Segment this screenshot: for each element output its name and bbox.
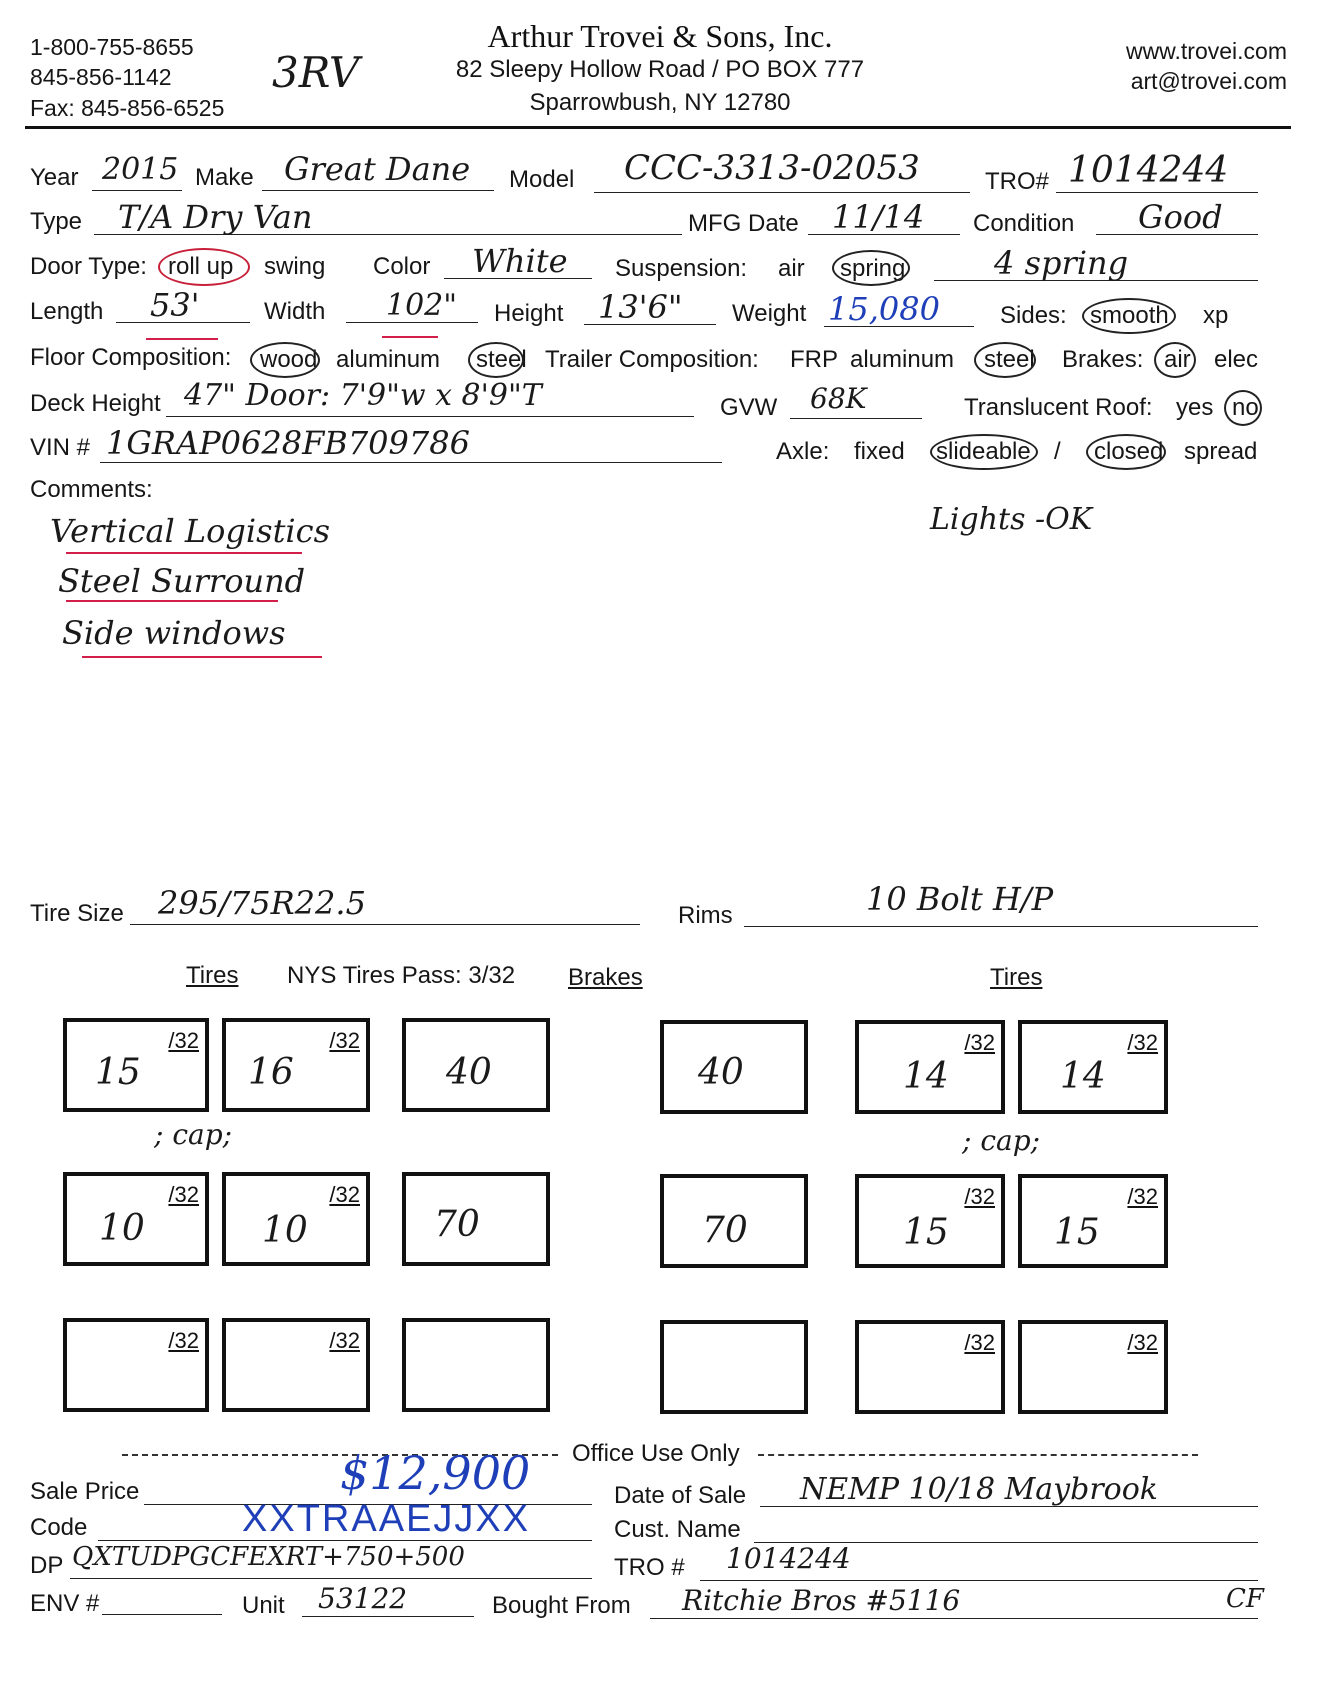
tro-office-label: TRO # [614, 1554, 685, 1581]
deck-height-value: 47" Door: 7'9"w x 8'9"T [184, 378, 542, 413]
tire-box[interactable] [855, 1020, 1005, 1114]
roof-no-option: no [1232, 394, 1259, 421]
tire-fraction: /32 [329, 1182, 360, 1207]
length-value: 53' [150, 286, 200, 324]
tire-size-value: 295/75R22.5 [158, 884, 366, 922]
roof-no-circle [1224, 390, 1262, 426]
comment-3: Side windows [62, 614, 286, 652]
brake-box[interactable] [660, 1020, 808, 1114]
website: www.trovei.com [1125, 38, 1287, 64]
make-line [262, 190, 494, 191]
comment-3-underline [82, 656, 322, 658]
floor-aluminum-option: aluminum [336, 346, 441, 373]
tire-box[interactable] [1018, 1320, 1168, 1414]
axle-label: Axle: [776, 438, 830, 465]
model-line [594, 192, 970, 193]
axle-closed-circle [1086, 434, 1166, 470]
tire-fraction: /32 [168, 1028, 199, 1053]
header-divider [25, 126, 1291, 129]
tire-box[interactable] [1018, 1174, 1168, 1268]
env-label: ENV # [30, 1590, 100, 1617]
vin-label: VIN # [30, 434, 91, 461]
suspension-note: 4 spring [994, 244, 1129, 282]
condition-value: Good [1138, 198, 1223, 236]
comment-right: Lights -OK [930, 502, 1093, 537]
phone-1: 1-800-755-8655 [30, 34, 194, 60]
sale-price-label: Sale Price [30, 1478, 140, 1505]
length-label: Length [30, 298, 104, 325]
brake-value: 70 [702, 1210, 748, 1251]
tires-right-header: Tires [990, 964, 1043, 991]
tire-box[interactable] [855, 1174, 1005, 1268]
condition-label: Condition [973, 210, 1075, 237]
door-roll-up-option: roll up [168, 253, 234, 280]
gvw-value: 68K [810, 382, 867, 415]
brakes-header: Brakes [568, 964, 643, 991]
tire-tread-value: 10 [262, 1210, 308, 1251]
comment-2-underline [66, 600, 278, 602]
tro-office-value: 1014244 [726, 1542, 851, 1575]
tire-fraction: /32 [329, 1028, 360, 1053]
cap-note-left: ; cap; [154, 1118, 233, 1151]
translucent-roof-label: Translucent Roof: [964, 394, 1153, 421]
tro-value: 1014244 [1068, 150, 1229, 191]
nys-tires-pass: NYS Tires Pass: 3/32 [287, 962, 516, 989]
tire-box[interactable] [222, 1172, 370, 1266]
sides-label: Sides: [1000, 302, 1067, 329]
comment-1-underline [66, 552, 302, 554]
sale-price-value: $12,900 [340, 1446, 531, 1500]
office-use-only: Office Use Only [572, 1440, 740, 1467]
tire-box[interactable] [63, 1318, 209, 1412]
height-value: 13'6" [598, 288, 683, 326]
weight-label: Weight [732, 300, 807, 327]
code-value: XXTRAAEJJXX [242, 1498, 531, 1540]
length-red-underline [146, 338, 218, 340]
tire-fraction: /32 [964, 1330, 995, 1355]
tire-size-line [130, 924, 640, 925]
dp-line [70, 1578, 592, 1579]
tire-size-label: Tire Size [30, 900, 124, 927]
floor-steel-option: steel [476, 346, 527, 373]
floor-wood-circle [250, 342, 320, 378]
width-red-underline [382, 336, 438, 338]
email: art@trovei.com [1130, 68, 1287, 94]
year-value: 2015 [102, 152, 179, 187]
roof-yes-option: yes [1176, 394, 1214, 421]
width-value: 102" [386, 288, 458, 323]
tire-box[interactable] [63, 1018, 209, 1112]
sides-smooth-option: smooth [1090, 302, 1169, 329]
model-value: CCC-3313-02053 [624, 148, 920, 188]
bought-from-value: Ritchie Bros #5116 [682, 1584, 961, 1617]
trailer-aluminum-option: aluminum [850, 346, 955, 373]
env-line [102, 1614, 222, 1615]
door-type-label: Door Type: [30, 253, 147, 280]
brakes-air-option: air [1164, 346, 1191, 373]
gvw-line [790, 418, 922, 419]
tire-box[interactable] [222, 1318, 370, 1412]
rims-line [744, 926, 1258, 927]
floor-steel-circle [468, 342, 524, 378]
suspension-spring-option: spring [840, 255, 906, 282]
tro-line [1056, 192, 1258, 193]
brake-box[interactable] [402, 1018, 550, 1112]
axle-closed-option: closed [1094, 438, 1164, 465]
comments-label: Comments: [30, 476, 153, 503]
brake-box[interactable] [660, 1320, 808, 1414]
year-label: Year [30, 164, 79, 191]
brake-box[interactable] [660, 1174, 808, 1268]
year-line [92, 190, 182, 191]
bought-from-line [650, 1618, 1258, 1619]
tire-tread-value: 10 [99, 1208, 145, 1249]
tire-tread-value: 14 [1060, 1056, 1106, 1097]
trailer-steel-circle [974, 342, 1036, 378]
brakes-air-circle [1154, 342, 1196, 378]
tire-fraction: /32 [1127, 1030, 1158, 1055]
date-of-sale-label: Date of Sale [614, 1482, 747, 1509]
deck-height-label: Deck Height [30, 390, 161, 417]
tire-tread-value: 15 [903, 1212, 949, 1253]
suspension-label: Suspension: [615, 255, 748, 282]
tire-tread-value: 14 [903, 1056, 949, 1097]
dp-value: QXTUDPGCFEXRT+750+500 [72, 1542, 465, 1572]
trailer-composition-label: Trailer Composition: [545, 346, 759, 373]
unit-label: Unit [242, 1592, 285, 1619]
office-dash-right [758, 1454, 1198, 1456]
axle-slideable-option: slideable [936, 438, 1031, 465]
mfg-date-value: 11/14 [832, 198, 925, 236]
brake-box[interactable] [402, 1318, 550, 1412]
comment-1: Vertical Logistics [50, 512, 330, 550]
color-value: White [472, 242, 568, 280]
trailer-frp-option: FRP [790, 346, 838, 373]
vin-line [100, 462, 722, 463]
tire-box[interactable] [222, 1018, 370, 1112]
tire-tread-value: 15 [1054, 1212, 1100, 1253]
tire-box[interactable] [1018, 1020, 1168, 1114]
tires-left-header: Tires [186, 962, 239, 989]
company-address-1: 82 Sleepy Hollow Road / PO BOX 777 [455, 56, 865, 83]
brake-value: 40 [446, 1052, 492, 1093]
bought-from-label: Bought From [492, 1592, 631, 1619]
tire-fraction: /32 [168, 1328, 199, 1353]
brakes-label: Brakes: [1062, 346, 1144, 373]
type-value: T/A Dry Van [118, 198, 313, 236]
model-label: Model [509, 166, 575, 193]
comment-2: Steel Surround [58, 562, 306, 600]
height-label: Height [494, 300, 564, 327]
tire-tread-value: 16 [248, 1052, 294, 1093]
axle-slash: / [1054, 438, 1061, 465]
unit-value: 53122 [318, 1582, 408, 1615]
sides-xp-option: xp [1203, 302, 1229, 329]
dp-label: DP [30, 1552, 64, 1579]
mfg-date-label: MFG Date [688, 210, 799, 237]
brake-value: 40 [698, 1052, 744, 1093]
brake-value: 70 [434, 1204, 480, 1245]
company-address-2: Sparrowbush, NY 12780 [529, 89, 791, 116]
rims-value: 10 Bolt H/P [866, 880, 1054, 918]
tire-box[interactable] [855, 1320, 1005, 1414]
tire-box[interactable] [63, 1172, 209, 1266]
unit-line [302, 1616, 474, 1617]
type-label: Type [30, 208, 83, 235]
sides-smooth-circle [1082, 298, 1176, 334]
tire-fraction: /32 [964, 1030, 995, 1055]
width-label: Width [264, 298, 326, 325]
date-of-sale-value: NEMP 10/18 Maybrook [800, 1472, 1158, 1507]
door-roll-up-circle [158, 248, 250, 286]
deck-height-line [166, 416, 694, 417]
floor-composition-label: Floor Composition: [30, 344, 232, 371]
floor-wood-option: wood [260, 346, 318, 373]
vin-value: 1GRAP0628FB709786 [106, 424, 470, 462]
tro-label: TRO# [985, 168, 1050, 195]
axle-spread-option: spread [1184, 438, 1258, 465]
door-swing-option: swing [264, 253, 326, 280]
cust-name-label: Cust. Name [614, 1516, 741, 1543]
tire-fraction: /32 [1127, 1330, 1158, 1355]
cap-note-right: ; cap; [962, 1124, 1041, 1157]
tire-fraction: /32 [168, 1182, 199, 1207]
brake-box[interactable] [402, 1172, 550, 1266]
trailer-steel-option: steel [984, 346, 1035, 373]
suspension-air-option: air [778, 255, 805, 282]
axle-slideable-circle [930, 434, 1038, 470]
axle-fixed-option: fixed [854, 438, 905, 465]
tire-fraction: /32 [329, 1328, 360, 1353]
tire-tread-value: 15 [95, 1052, 141, 1093]
tire-fraction: /32 [964, 1184, 995, 1209]
weight-value: 15,080 [828, 290, 940, 328]
color-label: Color [373, 253, 431, 280]
fax-number: Fax: 845-856-6525 [30, 95, 225, 121]
code-label: Code [30, 1514, 88, 1541]
rims-label: Rims [678, 902, 733, 929]
tire-fraction: /32 [1127, 1184, 1158, 1209]
make-label: Make [195, 164, 254, 191]
suspension-spring-circle [832, 250, 910, 286]
gvw-label: GVW [720, 394, 778, 421]
handwritten-code: 3RV [272, 48, 360, 97]
make-value: Great Dane [284, 150, 471, 188]
company-name: Arthur Trovei & Sons, Inc. [487, 18, 833, 54]
initials: CF [1226, 1584, 1264, 1614]
brakes-elec-option: elec [1214, 346, 1259, 373]
tro-office-line [700, 1580, 1258, 1581]
phone-2: 845-856-1142 [30, 64, 172, 90]
